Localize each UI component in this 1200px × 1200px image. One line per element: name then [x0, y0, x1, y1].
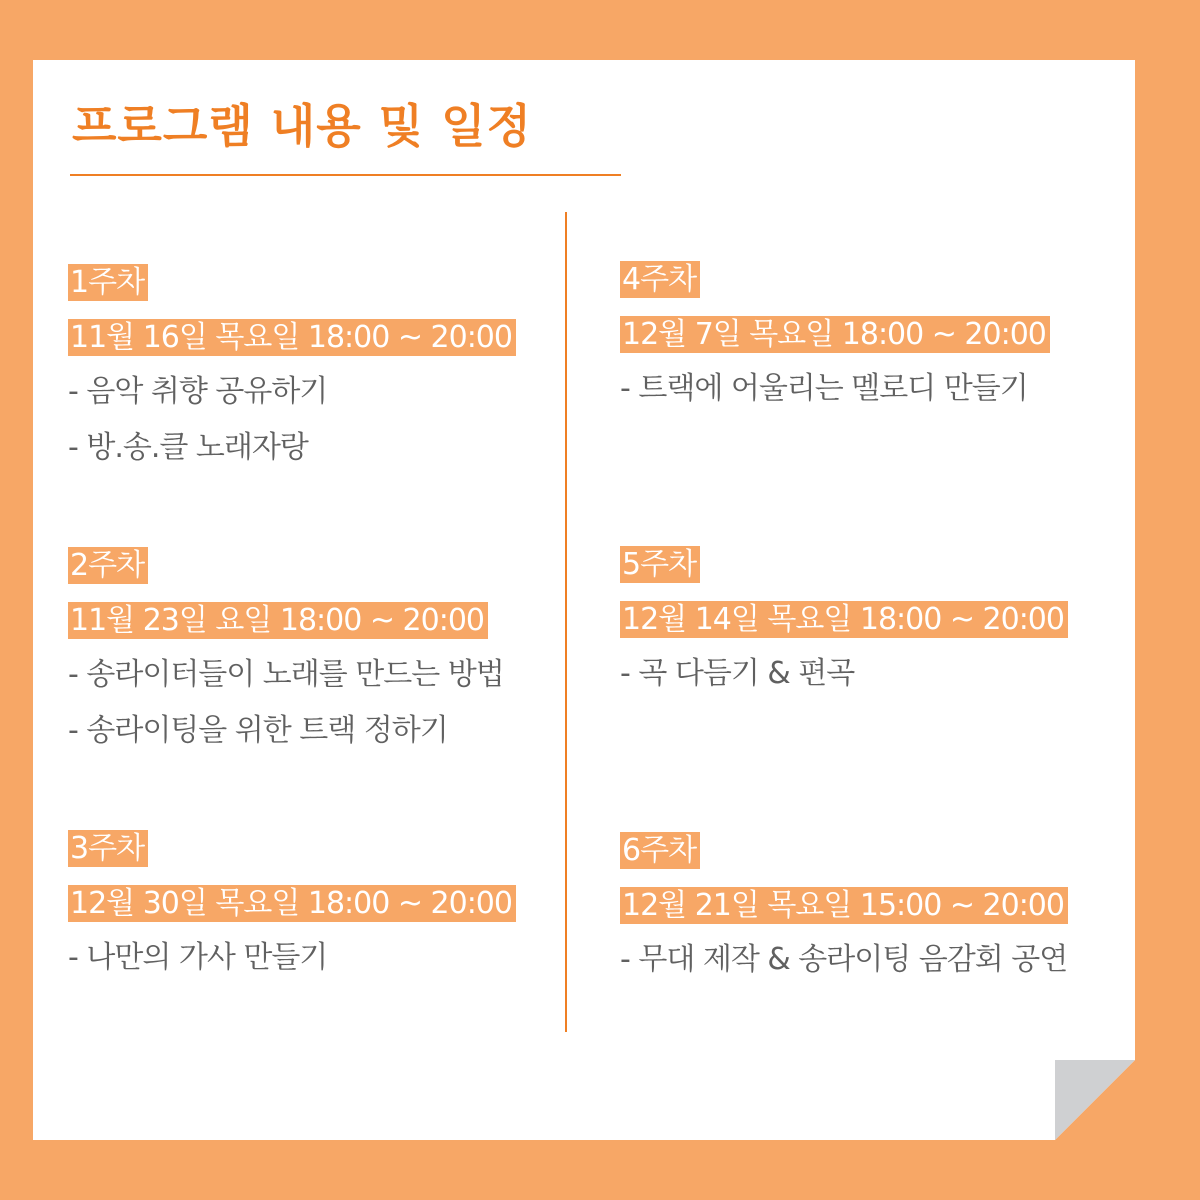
- week-label: 4주차: [620, 261, 700, 298]
- week-label: 1주차: [68, 264, 148, 301]
- list-item: - 음악 취향 공유하기: [68, 374, 328, 409]
- column-divider: [565, 212, 567, 1032]
- week-date: 12월 7일 목요일 18:00 ~ 20:00: [620, 316, 1050, 353]
- list-item: - 나만의 가사 만들기: [68, 940, 328, 975]
- week-label: 3주차: [68, 830, 148, 867]
- week-date: 12월 14일 목요일 18:00 ~ 20:00: [620, 601, 1068, 638]
- week-5: [620, 546, 1068, 710]
- page-title: 프로그램 내용 및 일정: [72, 99, 532, 153]
- title-underline: [70, 174, 621, 176]
- list-item: - 송라이팅을 위한 트랙 정하기: [68, 713, 448, 748]
- week-4: [620, 261, 1050, 425]
- list-item: - 무대 제작 & 송라이팅 음감회 공연: [620, 942, 1068, 977]
- week-date: 12월 21일 목요일 15:00 ~ 20:00: [620, 887, 1068, 924]
- week-date: 12월 30일 목요일 18:00 ~ 20:00: [68, 885, 516, 922]
- week-3: [68, 830, 516, 994]
- page-fold-corner: [1055, 1060, 1135, 1140]
- week-date: 11월 16일 목요일 18:00 ~ 20:00: [68, 319, 516, 356]
- week-label: 6주차: [620, 832, 700, 869]
- week-date: 11월 23일 요일 18:00 ~ 20:00: [68, 602, 488, 639]
- week-2: [68, 547, 504, 767]
- week-label: 5주차: [620, 546, 700, 583]
- week-label: 2주차: [68, 547, 148, 584]
- list-item: - 곡 다듬기 & 편곡: [620, 656, 855, 691]
- week-1: [68, 264, 516, 484]
- list-item: - 방.송.클 노래자랑: [68, 430, 308, 465]
- week-6: [620, 832, 1068, 996]
- list-item: - 트랙에 어울리는 멜로디 만들기: [620, 371, 1028, 406]
- list-item: - 송라이터들이 노래를 만드는 방법: [68, 657, 504, 692]
